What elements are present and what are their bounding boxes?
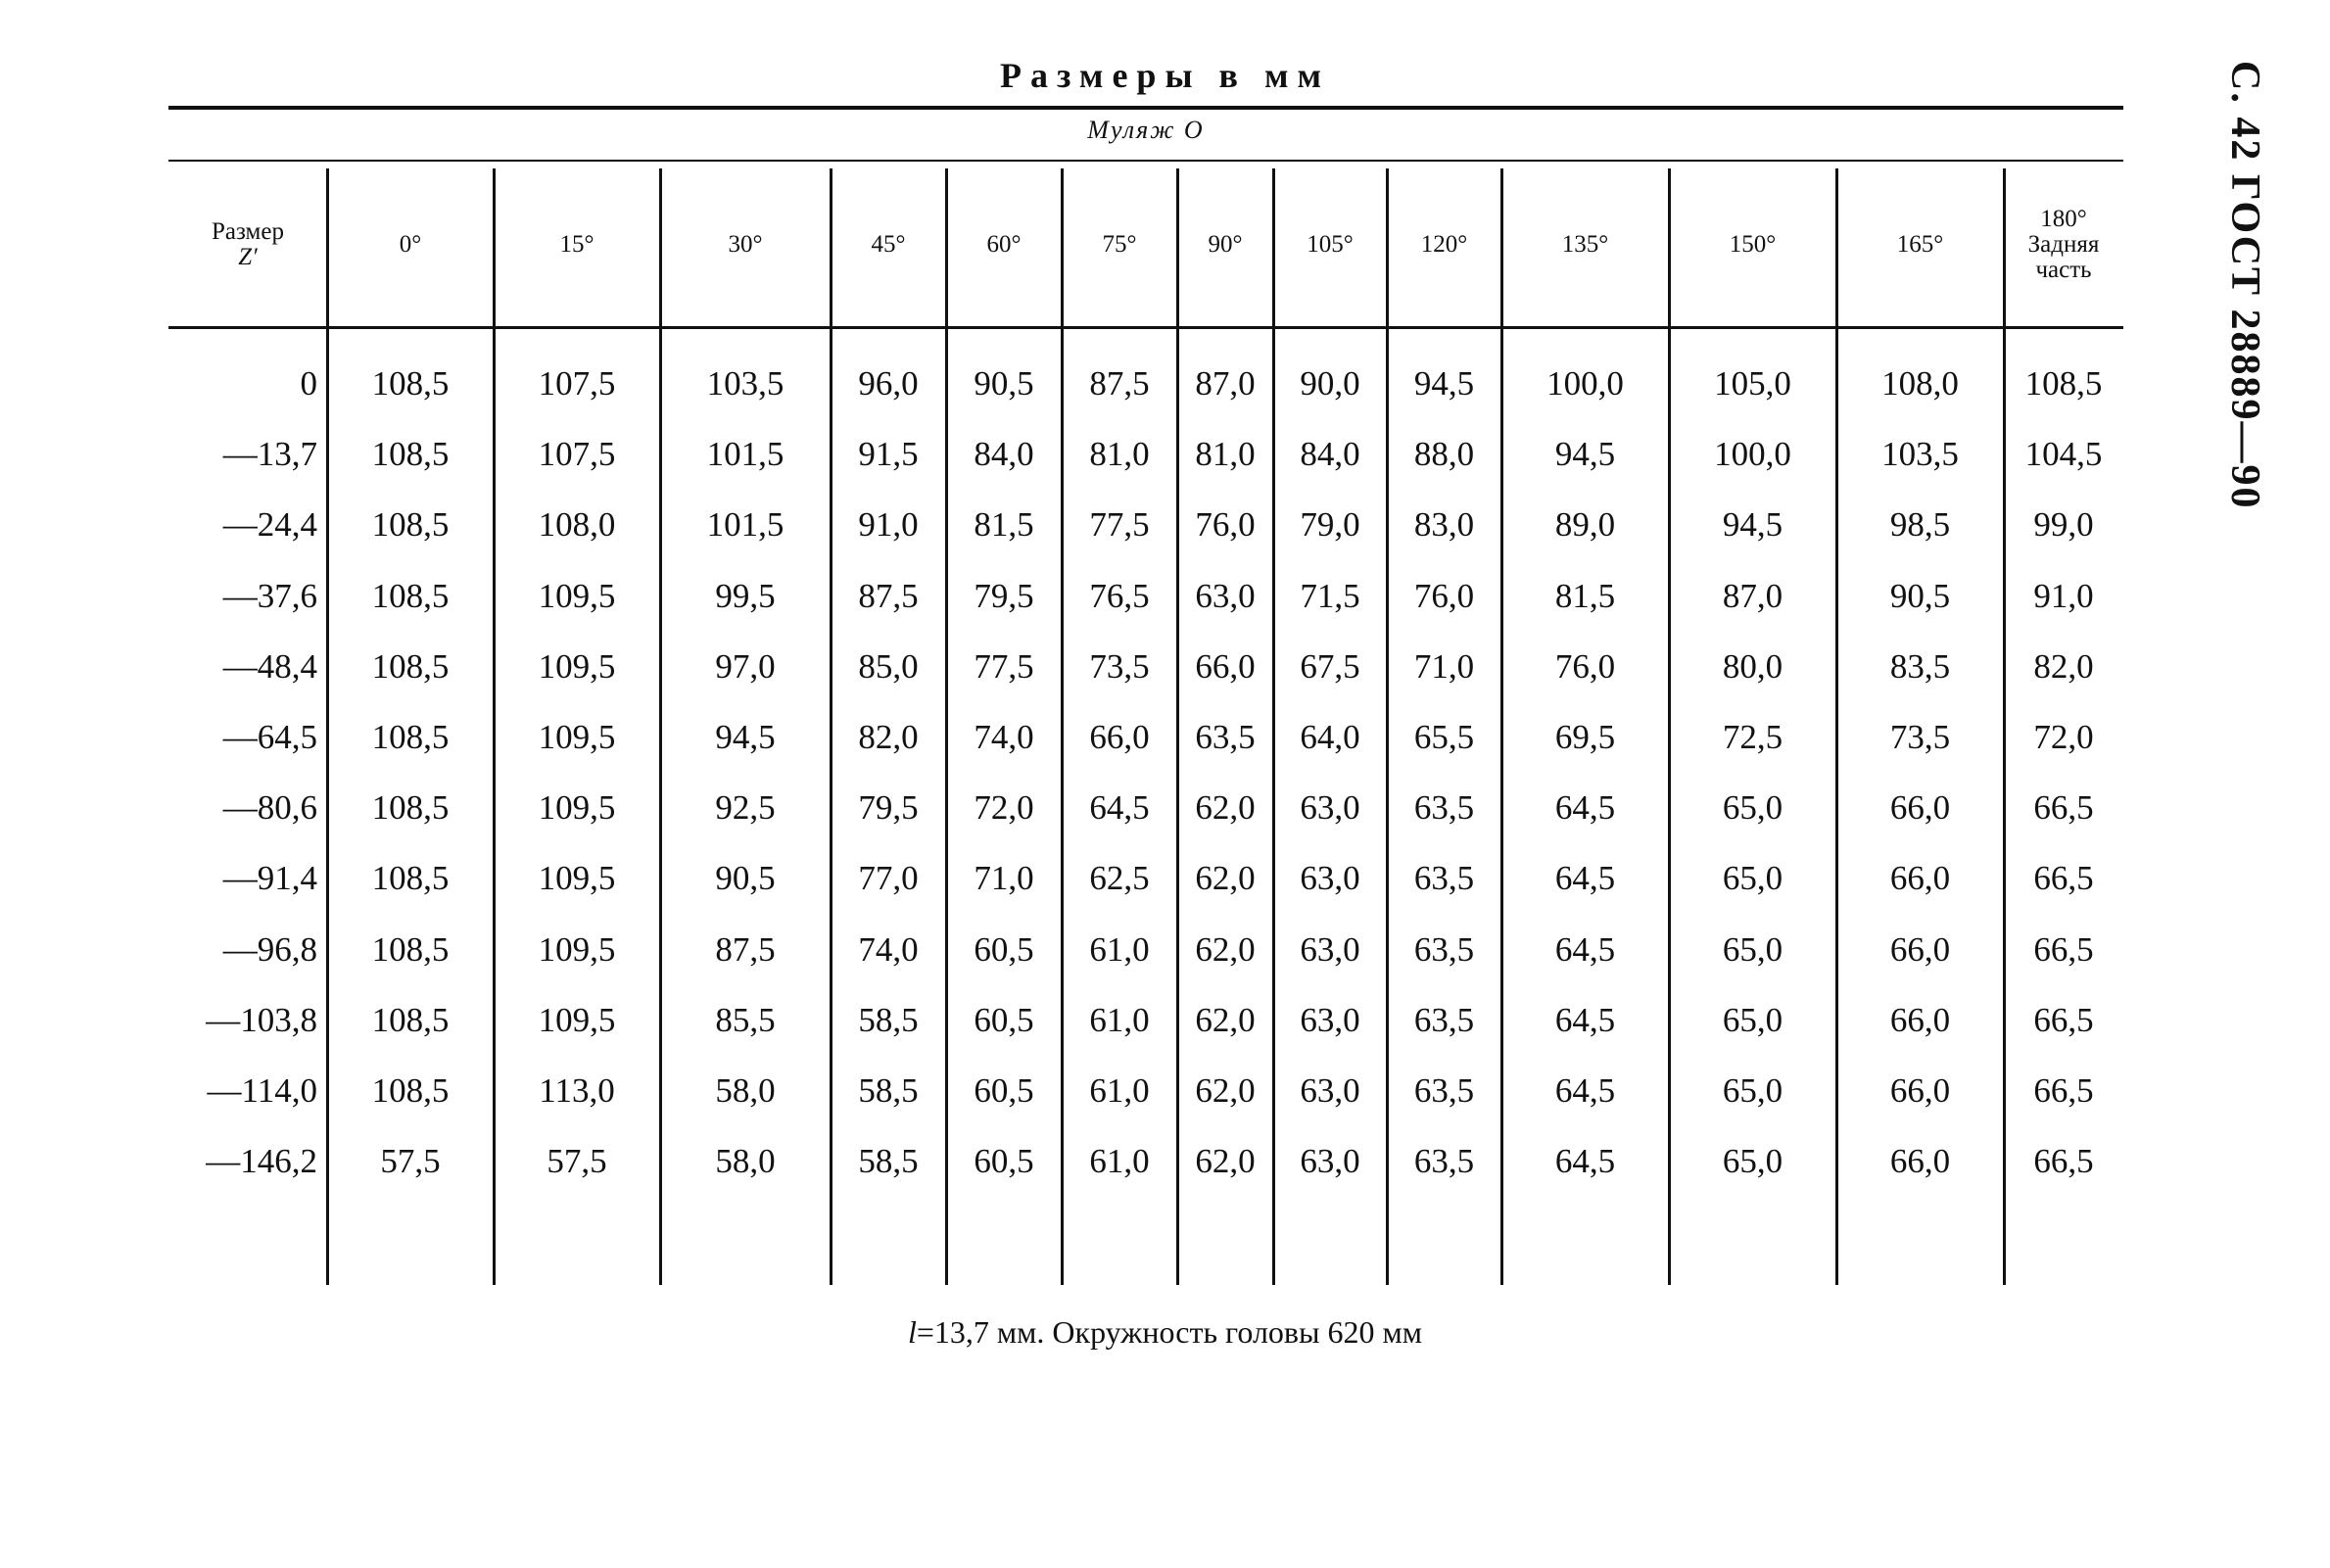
column-header-label: 75° <box>1102 230 1137 258</box>
table-cell: 109,5 <box>538 859 616 897</box>
table-cell: 61,0 <box>1089 930 1150 969</box>
column-header <box>1501 166 1669 323</box>
table-cell: 58,5 <box>858 1142 919 1180</box>
units-title: Размеры в мм <box>999 56 1331 95</box>
table-cell: 64,5 <box>1554 1001 1616 1039</box>
table-cell: 109,5 <box>538 930 616 969</box>
table-cell: 64,0 <box>1300 718 1360 756</box>
column-header <box>1387 166 1501 323</box>
table-cell: 76,0 <box>1413 577 1475 615</box>
table-cell: 90,5 <box>1889 577 1951 615</box>
table-cell: 108,5 <box>371 505 450 544</box>
table-cell: 65,5 <box>1413 718 1475 756</box>
column-header-line2: Задняя <box>2027 230 2100 258</box>
table-cell: 105,0 <box>1714 364 1791 403</box>
table-cell: 63,5 <box>1195 718 1256 756</box>
section-rule <box>168 160 2123 162</box>
table-cell: 101,5 <box>706 435 785 473</box>
table-cell: 91,0 <box>2033 577 2094 615</box>
table-cell: 66,5 <box>2033 930 2094 969</box>
column-header <box>660 166 831 323</box>
table-cell: 88,0 <box>1413 435 1475 473</box>
table-cell: 62,5 <box>1089 859 1150 897</box>
table-cell: 63,5 <box>1413 788 1475 827</box>
row-label: —24,4 <box>222 505 317 544</box>
row-header-line1: Размер <box>212 217 284 245</box>
footnote-text: =13,7 мм. Окружность головы 620 мм <box>916 1314 1423 1350</box>
table-cell: 71,5 <box>1300 577 1360 615</box>
table-cell: 96,0 <box>858 364 919 403</box>
table-cell: 65,0 <box>1722 859 1783 897</box>
table-cell: 108,5 <box>371 859 450 897</box>
column-header <box>1669 166 1836 323</box>
column-header <box>2004 166 2123 323</box>
table-cell: 108,5 <box>371 788 450 827</box>
table-cell: 87,5 <box>715 930 776 969</box>
table-cell: 94,5 <box>1413 364 1475 403</box>
table-cell: 85,0 <box>858 647 919 686</box>
table-cell: 64,5 <box>1554 1071 1616 1110</box>
column-header-label: 120° <box>1420 230 1468 258</box>
table-cell: 62,0 <box>1195 1001 1256 1039</box>
table-cell: 90,0 <box>1300 364 1360 403</box>
column-header <box>1273 166 1387 323</box>
table-cell: 63,0 <box>1300 1071 1360 1110</box>
table-cell: 60,5 <box>974 1142 1034 1180</box>
table-cell: 77,0 <box>858 859 919 897</box>
table-cell: 87,0 <box>1195 364 1256 403</box>
table-cell: 113,0 <box>539 1071 615 1110</box>
table-cell: 60,5 <box>974 1071 1034 1110</box>
table-cell: 108,5 <box>371 647 450 686</box>
footnote-variable: l <box>907 1314 917 1350</box>
table-cell: 94,5 <box>1722 505 1783 544</box>
table-cell: 63,0 <box>1300 788 1360 827</box>
table-cell: 62,0 <box>1195 1142 1256 1180</box>
row-label: —96,8 <box>222 930 317 969</box>
table-cell: 64,5 <box>1554 1142 1616 1180</box>
table-cell: 66,5 <box>2033 1142 2094 1180</box>
table-cell: 62,0 <box>1195 788 1256 827</box>
table-cell: 79,0 <box>1300 505 1360 544</box>
column-header-label: 135° <box>1561 230 1609 258</box>
table-cell: 76,0 <box>1554 647 1616 686</box>
table-cell: 63,0 <box>1300 930 1360 969</box>
table-cell: 84,0 <box>974 435 1034 473</box>
table-cell: 109,5 <box>538 647 616 686</box>
table-cell: 100,0 <box>1546 364 1624 403</box>
column-header <box>494 166 660 323</box>
table-cell: 108,5 <box>371 718 450 756</box>
table-cell: 62,0 <box>1195 930 1256 969</box>
table-cell: 65,0 <box>1722 788 1783 827</box>
row-label: —80,6 <box>222 788 317 827</box>
table-cell: 109,5 <box>538 718 616 756</box>
table-cell: 85,5 <box>715 1001 776 1039</box>
table-cell: 62,0 <box>1195 1071 1256 1110</box>
table-cell: 63,5 <box>1413 1142 1475 1180</box>
table-cell: 80,0 <box>1722 647 1783 686</box>
column-header-line3: часть <box>2035 257 2092 284</box>
table-cell: 61,0 <box>1089 1071 1150 1110</box>
table-cell: 74,0 <box>974 718 1034 756</box>
row-header <box>168 166 327 323</box>
table-cell: 107,5 <box>538 435 616 473</box>
table-cell: 65,0 <box>1722 1142 1783 1180</box>
table-cell: 108,5 <box>371 1001 450 1039</box>
footnote <box>0 1314 2330 1351</box>
table-cell: 66,0 <box>1195 647 1256 686</box>
section-title: Муляж О <box>1087 116 1205 144</box>
table-cell: 81,0 <box>1195 435 1256 473</box>
column-header-label: 180° <box>2040 205 2087 232</box>
table-cell: 64,5 <box>1554 859 1616 897</box>
table-cell: 108,5 <box>371 1071 450 1110</box>
table-cell: 82,0 <box>858 718 919 756</box>
column-header <box>831 166 946 323</box>
column-header <box>327 166 494 323</box>
table-cell: 66,0 <box>1889 930 1951 969</box>
table-cell: 65,0 <box>1722 1001 1783 1039</box>
table-cell: 89,0 <box>1554 505 1616 544</box>
table-cell: 60,5 <box>974 1001 1034 1039</box>
row-label: —146,2 <box>206 1142 317 1180</box>
table-cell: 66,0 <box>1889 1142 1951 1180</box>
table-cell: 63,0 <box>1300 859 1360 897</box>
table-cell: 109,5 <box>538 788 616 827</box>
column-header-label: 165° <box>1896 230 1944 258</box>
table-cell: 77,5 <box>1089 505 1150 544</box>
table-cell: 69,5 <box>1554 718 1616 756</box>
table-cell: 81,5 <box>1554 577 1616 615</box>
row-label: —13,7 <box>222 435 317 473</box>
table-cell: 73,5 <box>1089 647 1150 686</box>
column-header-label: 15° <box>559 230 594 258</box>
table-cell: 90,5 <box>715 859 776 897</box>
table-cell: 72,0 <box>974 788 1034 827</box>
row-label: —103,8 <box>206 1001 317 1039</box>
table-cell: 91,0 <box>858 505 919 544</box>
table-cell: 79,5 <box>974 577 1034 615</box>
row-label: —48,4 <box>222 647 317 686</box>
table-cell: 63,5 <box>1413 930 1475 969</box>
column-header-label: 90° <box>1208 230 1243 258</box>
table-cell: 79,5 <box>858 788 919 827</box>
table-cell: 63,0 <box>1195 577 1256 615</box>
page-header: С. 42 ГОСТ 28889—90 <box>2222 61 2267 510</box>
table-cell: 61,0 <box>1089 1001 1150 1039</box>
column-header <box>946 166 1062 323</box>
column-header <box>1062 166 1177 323</box>
table-cell: 66,0 <box>1889 788 1951 827</box>
table-cell: 107,5 <box>538 364 616 403</box>
row-header-line2: Z′ <box>238 244 258 270</box>
table-cell: 66,5 <box>2033 788 2094 827</box>
table-cell: 108,5 <box>2024 364 2103 403</box>
table-cell: 66,0 <box>1889 859 1951 897</box>
column-header-label: 150° <box>1729 230 1777 258</box>
table-cell: 71,0 <box>1413 647 1475 686</box>
column-header-label: 45° <box>871 230 906 258</box>
table-cell: 63,5 <box>1413 1001 1475 1039</box>
table-cell: 67,5 <box>1300 647 1360 686</box>
table-cell: 63,5 <box>1413 859 1475 897</box>
row-label: —91,4 <box>222 859 317 897</box>
table-cell: 109,5 <box>538 577 616 615</box>
table-cell: 63,5 <box>1413 1071 1475 1110</box>
table-cell: 108,5 <box>371 435 450 473</box>
table-cell: 99,0 <box>2033 505 2094 544</box>
table-cell: 108,5 <box>371 364 450 403</box>
table-cell: 90,5 <box>974 364 1034 403</box>
table-cell: 73,5 <box>1889 718 1951 756</box>
table-cell: 64,5 <box>1089 788 1150 827</box>
table-cell: 71,0 <box>974 859 1034 897</box>
row-label: —37,6 <box>222 577 317 615</box>
column-header-label: 60° <box>986 230 1022 258</box>
table-cell: 98,5 <box>1889 505 1951 544</box>
table-cell: 101,5 <box>706 505 785 544</box>
row-label: 0 <box>300 364 317 403</box>
table-cell: 66,5 <box>2033 859 2094 897</box>
table-cell: 97,0 <box>715 647 776 686</box>
table-cell: 99,5 <box>715 577 776 615</box>
table-cell: 72,0 <box>2033 718 2094 756</box>
top-rule <box>168 106 2123 110</box>
table-cell: 66,5 <box>2033 1071 2094 1110</box>
column-header-label: 0° <box>399 230 422 258</box>
table-cell: 81,5 <box>974 505 1034 544</box>
table-cell: 66,5 <box>2033 1001 2094 1039</box>
table-cell: 108,5 <box>371 930 450 969</box>
table-cell: 76,0 <box>1195 505 1256 544</box>
table-cell: 61,0 <box>1089 1142 1150 1180</box>
row-label: —64,5 <box>222 718 317 756</box>
table-cell: 58,5 <box>858 1071 919 1110</box>
table-cell: 64,5 <box>1554 788 1616 827</box>
table-cell: 103,5 <box>1881 435 1959 473</box>
table-cell: 58,5 <box>858 1001 919 1039</box>
table-cell: 103,5 <box>706 364 785 403</box>
table-cell: 77,5 <box>974 647 1034 686</box>
table-cell: 62,0 <box>1195 859 1256 897</box>
table-cell: 100,0 <box>1714 435 1791 473</box>
table-cell: 109,5 <box>538 1001 616 1039</box>
header-rule <box>168 326 2123 329</box>
table-cell: 83,0 <box>1413 505 1475 544</box>
column-header <box>1177 166 1273 323</box>
table-cell: 94,5 <box>1554 435 1616 473</box>
table-cell: 81,0 <box>1089 435 1150 473</box>
table-cell: 58,0 <box>715 1142 776 1180</box>
table-cell: 63,0 <box>1300 1001 1360 1039</box>
table-cell: 63,0 <box>1300 1142 1360 1180</box>
table-cell: 82,0 <box>2033 647 2094 686</box>
table-cell: 64,5 <box>1554 930 1616 969</box>
column-header-label: 30° <box>728 230 763 258</box>
table-cell: 57,5 <box>380 1142 441 1180</box>
table-cell: 83,5 <box>1889 647 1951 686</box>
table-cell: 94,5 <box>715 718 776 756</box>
table-cell: 65,0 <box>1722 930 1783 969</box>
column-header <box>1836 166 2004 323</box>
table-cell: 87,5 <box>1089 364 1150 403</box>
table-cell: 104,5 <box>2024 435 2103 473</box>
table-cell: 72,5 <box>1722 718 1783 756</box>
table-cell: 108,5 <box>371 577 450 615</box>
table-cell: 74,0 <box>858 930 919 969</box>
table-cell: 60,5 <box>974 930 1034 969</box>
table-cell: 91,5 <box>858 435 919 473</box>
table-cell: 66,0 <box>1889 1001 1951 1039</box>
table-cell: 108,0 <box>1881 364 1959 403</box>
table-cell: 87,5 <box>858 577 919 615</box>
table-cell: 84,0 <box>1300 435 1360 473</box>
table-cell: 66,0 <box>1089 718 1150 756</box>
column-header-label: 105° <box>1307 230 1354 258</box>
table-cell: 65,0 <box>1722 1071 1783 1110</box>
table-cell: 76,5 <box>1089 577 1150 615</box>
table-cell: 58,0 <box>715 1071 776 1110</box>
table-cell: 57,5 <box>547 1142 607 1180</box>
table-cell: 108,0 <box>538 505 616 544</box>
table-cell: 66,0 <box>1889 1071 1951 1110</box>
row-label: —114,0 <box>207 1071 317 1110</box>
table-cell: 87,0 <box>1722 577 1783 615</box>
table-cell: 92,5 <box>715 788 776 827</box>
